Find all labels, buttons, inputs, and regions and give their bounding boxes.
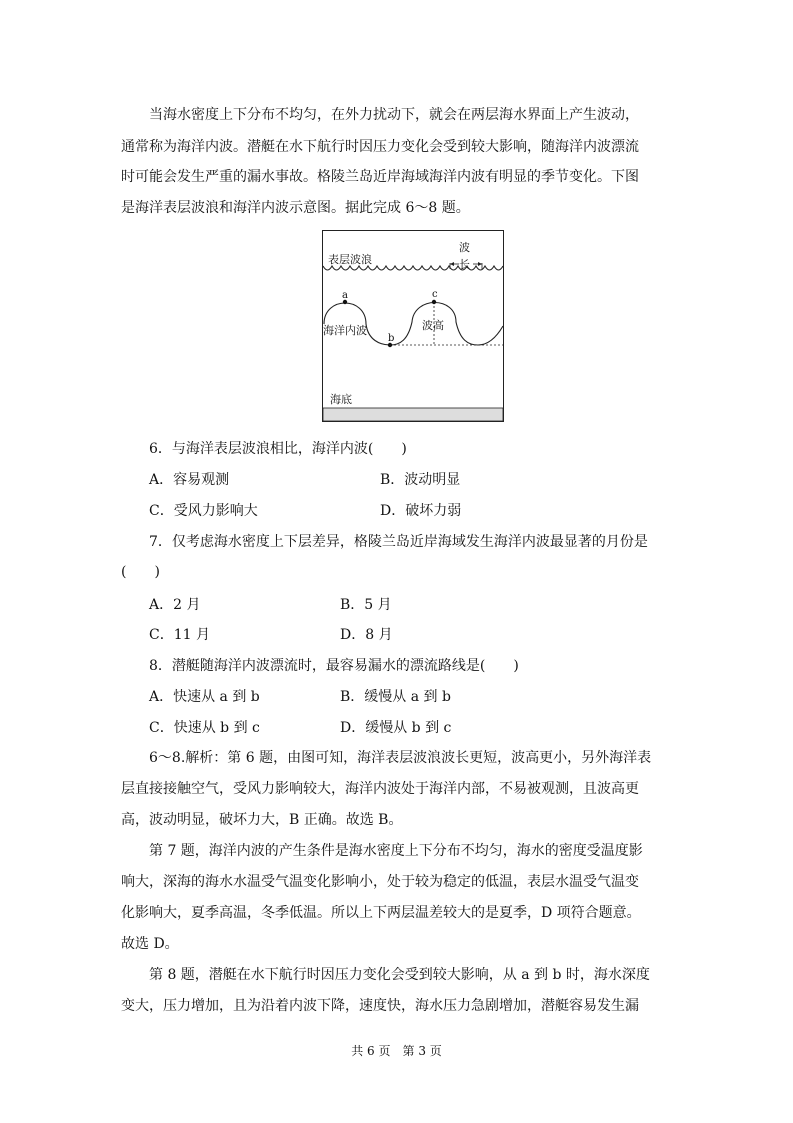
seabed-label: 海底 [330, 393, 352, 406]
intro-line-3: 时可能会发生严重的漏水事故。格陵兰岛近岸海域海洋内波有明显的季节变化。下图 [121, 169, 639, 185]
analysis-line-9: 变大，压力增加，且为沿着内波下降，速度快，海水压力急剧增加，潜艇容易发生漏 [121, 998, 639, 1014]
analysis-line-2: 层直接接触空气，受风力影响较大，海洋内波处于海洋内部，不易被观测，且波高更 [121, 781, 639, 797]
q6-option-b: B．波动明显 [380, 472, 461, 488]
point-b-label: b [388, 333, 395, 344]
q6-option-a: A．容易观测 [149, 472, 230, 488]
intro-line-4: 是海洋表层波浪和海洋内波示意图。据此完成 6～8 题。 [121, 200, 470, 216]
analysis-line-8: 第 8 题，潜艇在水下航行时因压力变化会受到较大影响，从 a 到 b 时，海水深度 [149, 967, 650, 983]
q6-option-d: D．破坏力弱 [380, 503, 462, 519]
q8-option-b: B．缓慢从 a 到 b [340, 689, 451, 705]
wavelength-label-2: 长 [459, 258, 470, 271]
point-c-marker [432, 300, 436, 304]
surface-wave-label: 表层波浪 [328, 253, 372, 266]
analysis-line-1: 6～8.解析：第 6 题，由图可知，海洋表层波浪波长更短，波高更小，另外海洋表 [149, 750, 652, 766]
analysis-line-5: 响大，深海的海水水温受气温变化影响小，处于较为稳定的低温，表层水温受气温变 [121, 874, 639, 890]
wave-height-label: 波高 [422, 319, 444, 332]
q7-stem-continued: ( ) [121, 564, 160, 580]
ocean-wave-diagram [322, 230, 504, 422]
q7-option-a: A．2 月 [149, 597, 201, 613]
internal-wave-label: 海洋内波 [323, 324, 367, 337]
q8-stem: 8．潜艇随海洋内波漂流时，最容易漏水的漂流路线是( ) [149, 658, 519, 674]
seabed-band [323, 408, 503, 421]
point-c-label: c [432, 289, 438, 300]
q8-option-a: A．快速从 a 到 b [149, 689, 260, 705]
wavelength-label-1: 波 [459, 241, 470, 254]
q8-option-c: C．快速从 b 到 c [149, 720, 260, 736]
analysis-line-7: 故选 D。 [121, 936, 179, 952]
intro-line-2: 通常称为海洋内波。潜艇在水下航行时因压力变化会受到较大影响，随海洋内波漂流 [121, 139, 639, 155]
q6-option-c: C．受风力影响大 [149, 503, 258, 519]
q7-option-d: D．8 月 [340, 627, 393, 643]
analysis-line-3: 高，波动明显，破坏力大，B 正确。故选 B。 [121, 812, 403, 828]
analysis-line-6: 化影响大，夏季高温，冬季低温。所以上下两层温差较大的是夏季，D 项符合题意。 [121, 905, 641, 921]
q7-stem: 7．仅考虑海水密度上下层差异，格陵兰岛近岸海域发生海洋内波最显著的月份是 [149, 534, 648, 550]
point-a-label: a [342, 290, 348, 301]
page-footer: 共 6 页 第 3 页 [351, 1044, 442, 1058]
analysis-line-4: 第 7 题，海洋内波的产生条件是海水密度上下分布不均匀，海水的密度受温度影 [149, 843, 643, 859]
q6-stem: 6．与海洋表层波浪相比，海洋内波( ) [149, 441, 407, 457]
q7-option-b: B．5 月 [340, 597, 392, 613]
intro-line-1: 当海水密度上下分布不均匀，在外力扰动下，就会在两层海水界面上产生波动， [149, 107, 639, 123]
q8-option-d: D．缓慢从 b 到 c [340, 720, 452, 736]
q7-option-c: C．11 月 [149, 627, 210, 643]
